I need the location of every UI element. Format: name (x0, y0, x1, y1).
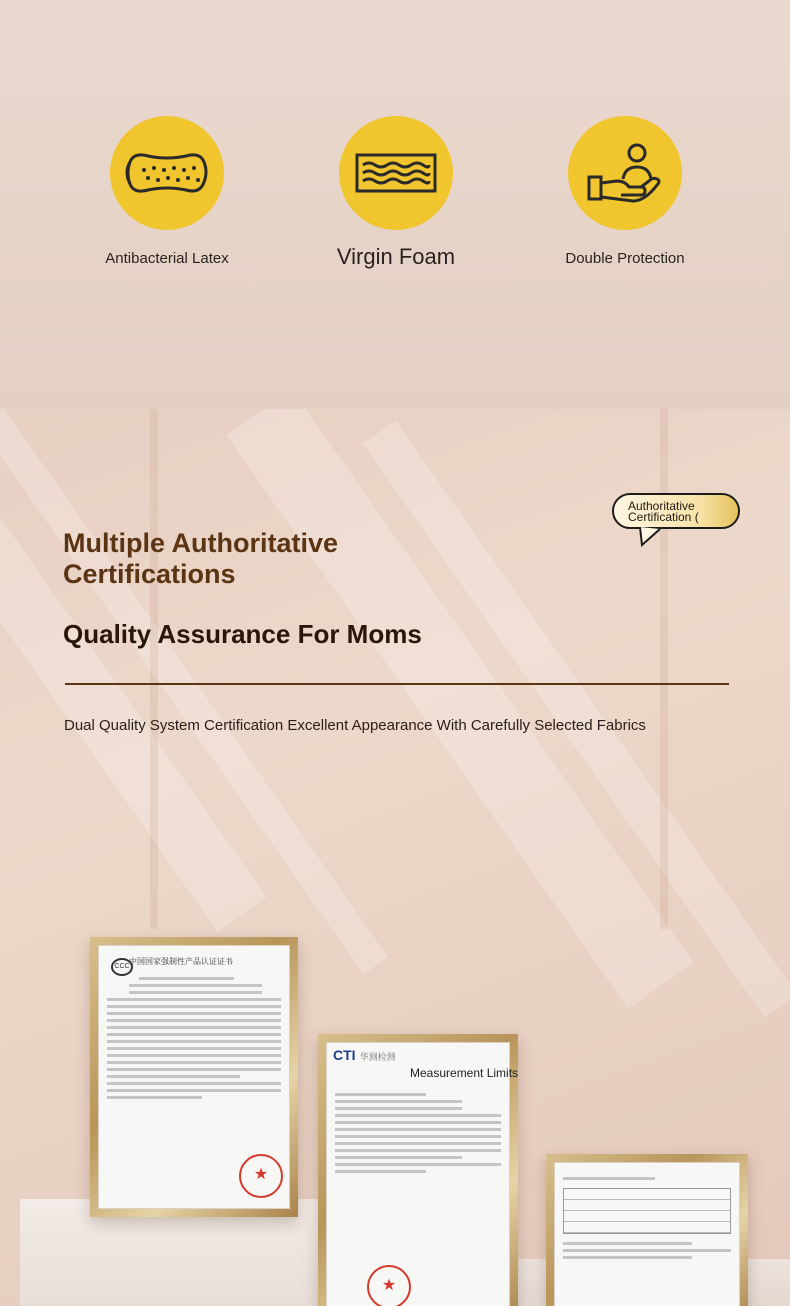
red-seal-icon: ★ (367, 1265, 411, 1306)
certificate-document (326, 1042, 510, 1306)
certifications-title: Multiple Authoritative Certifications (63, 528, 338, 589)
certificate-frame-report (546, 1154, 748, 1306)
divider (65, 683, 729, 685)
report-table (563, 1188, 731, 1234)
cti-brand: CTI (333, 1047, 356, 1063)
shadow-line (660, 409, 668, 929)
certifications-section (0, 409, 790, 1306)
shadow-line (150, 409, 158, 929)
certificate-document (98, 945, 290, 1209)
feature-label: Antibacterial Latex (105, 250, 229, 267)
ccc-logo-icon: CCC (111, 958, 133, 976)
certifications-subtitle: Quality Assurance For Moms (63, 619, 422, 649)
certificate-document (554, 1162, 740, 1306)
red-seal-icon: ★ (239, 1154, 283, 1198)
features-section (0, 0, 790, 409)
certification-badge (612, 493, 740, 529)
hand-protection-icon (568, 116, 682, 230)
feature-virgin-foam (276, 116, 516, 270)
cti-brand-sub: 华测检测 (359, 1052, 396, 1062)
measurement-limits-label: Measurement Limits (410, 1066, 519, 1080)
latex-pillow-icon (110, 116, 224, 230)
foam-layers-icon (339, 116, 453, 230)
cti-logo (327, 1043, 509, 1067)
certificate-title: 中国国家强制性产品认证证书 (129, 957, 233, 966)
feature-label: Virgin Foam (336, 244, 456, 269)
feature-antibacterial-latex (47, 116, 287, 267)
feature-label: Double Protection (565, 250, 685, 267)
certification-badge-label: Authoritative Certification ( (628, 499, 699, 524)
certifications-description: Dual Quality System Certification Excellent Appearance With Carefully Selected Fabrics (64, 717, 646, 734)
certificate-frame-ccc (90, 937, 298, 1217)
speech-tail-icon (638, 527, 664, 547)
feature-double-protection (505, 116, 745, 267)
